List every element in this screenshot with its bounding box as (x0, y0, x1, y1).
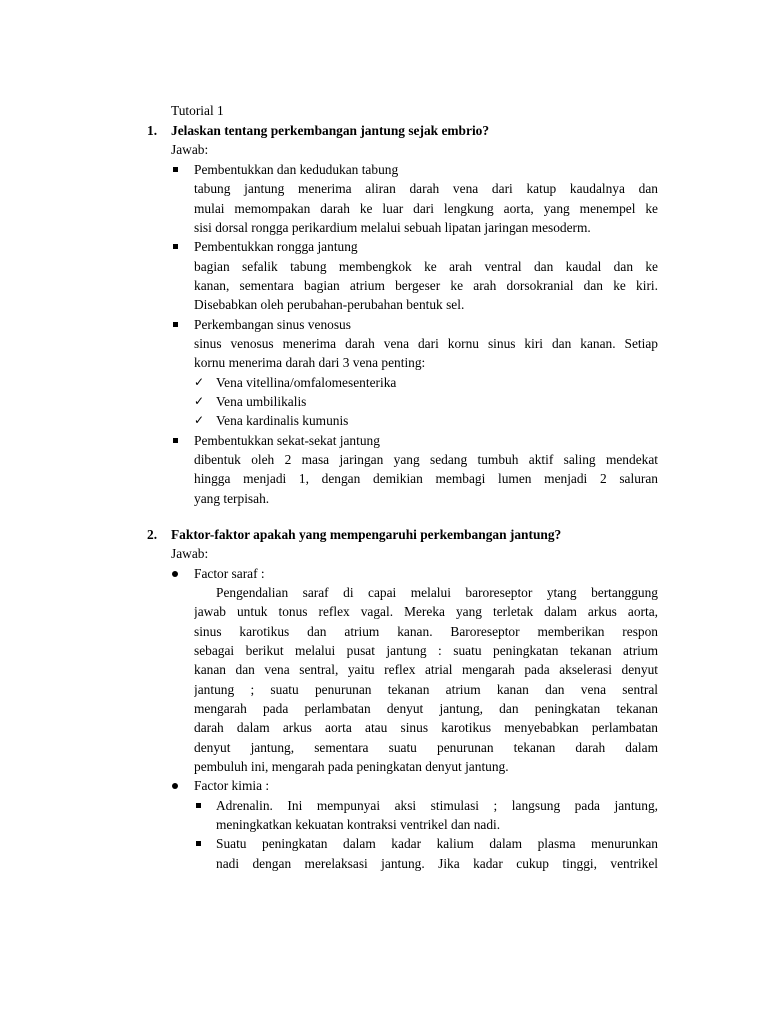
q1-answer-label: Jawab: (171, 142, 209, 157)
q2-saraf-text: pembuluh ini, mengarah pada peningkatan denyut jantung. (194, 759, 509, 774)
q2-kimia-subitem-text: Adrenalin. Ini mempunyai aksi stimulasi ; langsung pada jantung, (216, 798, 658, 813)
q1-item-text: yang terpisah. (194, 491, 270, 506)
q1-item-text: sisi dorsal rongga perikardium melalui sebuah lipatan jaringan mesoderm. (194, 220, 591, 235)
q1-item-text: mulai memompakan darah ke luar dari lengkung aorta, yang menempel ke (194, 201, 658, 216)
q1-check-item: Vena vitellina/omfalomesenterika (216, 375, 397, 390)
q1-item-heading: Pembentukkan sekat-sekat jantung (194, 433, 380, 448)
q2-number: 2. (147, 527, 158, 542)
q2-kimia-heading: Factor kimia : (194, 778, 270, 793)
q1-check-item: Vena kardinalis kumunis (216, 413, 349, 428)
doc-title: Tutorial 1 (171, 103, 224, 118)
q1-question: Jelaskan tentang perkembangan jantung sejak embrio? (171, 123, 490, 138)
q2-kimia-subitem-text: meningkatkan kekuatan kontraksi ventrikel dan nadi. (216, 817, 501, 832)
q1-item-text: tabung jantung menerima aliran darah vena dari katup kaudalnya dan (194, 181, 658, 196)
q1-item-heading: Perkembangan sinus venosus (194, 317, 351, 332)
q2-saraf-text: sebagai berikut melalui pusat jantung : suatu peningkatan tekanan atrium (194, 643, 658, 658)
q2-saraf-text: Pengendalian saraf di capai melalui baroreseptor ytang bertanggung (216, 585, 658, 600)
q1-item-text: dibentuk oleh 2 masa jaringan yang sedang tumbuh aktif saling mendekat (194, 452, 658, 467)
q2-answer-label: Jawab: (171, 546, 209, 561)
document-page: Tutorial 1 1. Jelaskan tentang perkembangan jantung sejak embrio? Jawab: Pembentukkan dan kedudukan tabung tabung jantung menerima aliran darah vena dari katup kaudalnya dan mulai memompakan darah ke luar dari lengkung aorta, yang menempel ke sisi dorsal rongga perikardium melalui sebuah lipatan jaringan mesoderm. Pembentukkan rongga jantung bagian sefalik tabung membengkok ke arah ventral dan kaudal dan ke kanan, sementara bagian atrium bergeser ke arah dorsokranial dan ke kiri. Disebabkan oleh perubahan-perubahan bentuk sel. Perkembangan sinus venosus sinus venosus menerima darah vena dari kornu sinus kiri dan kanan. Setiap kornu menerima darah dari 3 vena penting: ✓ Vena vitellina/omfalomesenterika ✓ Vena umbilikalis ✓ Vena kardinalis kumunis Pembentukkan sekat-sekat jantung dibentuk oleh 2 masa jaringan yang sedang tumbuh aktif saling mendekat hingga menjadi 1, dengan demikian membagi lumen menjadi 2 saluran yang terpisah. 2. Faktor-faktor apakah yang mempengaruhi perkembangan jantung? Jawab: Factor saraf : Pengendalian saraf di capai melalui baroreseptor ytang bertanggung jawab untuk tonus reflex vagal. Mereka yang terletak dalam arkus aorta, sinus karotikus dan atrium kanan. Baroreseptor memberikan respon sebagai berikut melalui pusat jantung : suatu peningkatan tekanan atrium kanan dan vena sentral, yaitu reflex atrial mengarah pada akselerasi denyut jantung ; suatu penurunan tekanan atrium kanan dan vena sentral mengarah pada perlambatan denyut jantung, dan peningkatan tekanan darah dalam arkus aorta atau sinus karotikus menyebabkan perlambatan denyut jantung, sementara suatu penurunan tekanan darah dalam pembuluh ini, mengarah pada peningkatan denyut jantung. Factor kimia : Adrenalin. Ini mempunyai aksi stimulasi ; langsung pada jantung, meningkatkan kekuatan kontraksi ventrikel dan nadi. Suatu peningkatan dalam kadar kalium dalam plasma menurunkan nadi dengan merelaksasi jantung. Jika kadar cukup tinggi, ventrikel (0, 0, 768, 1024)
q1-item-heading: Pembentukkan dan kedudukan tabung (194, 162, 399, 177)
q2-saraf-text: mengarah pada perlambatan denyut jantung, dan peningkatan tekanan (194, 701, 658, 716)
q2-saraf-text: denyut jantung, sementara suatu penurunan tekanan darah dalam (194, 740, 658, 755)
q1-item-heading: Pembentukkan rongga jantung (194, 239, 358, 254)
q1-item-text: sinus venosus menerima darah vena dari kornu sinus kiri dan kanan. Setiap (194, 336, 658, 351)
q2-saraf-text: darah dalam arkus aorta atau sinus karotikus menyebabkan perlambatan (194, 720, 658, 735)
q1-check-item: Vena umbilikalis (216, 394, 307, 409)
q1-item-text: hingga menjadi 1, dengan demikian membagi lumen menjadi 2 saluran (194, 471, 658, 486)
q2-saraf-text: jawab untuk tonus reflex vagal. Mereka yang terletak dalam arkus aorta, (194, 604, 658, 619)
q1-item-text: Disebabkan oleh perubahan-perubahan bentuk sel. (194, 297, 465, 312)
q1-item-text: kornu menerima darah dari 3 vena penting: (194, 355, 426, 370)
q2-kimia-subitem-text: nadi dengan merelaksasi jantung. Jika kadar cukup tinggi, ventrikel (216, 856, 658, 871)
q2-saraf-heading: Factor saraf : (194, 566, 265, 581)
q1-number: 1. (147, 123, 158, 138)
q1-item-text: bagian sefalik tabung membengkok ke arah ventral dan kaudal dan ke (194, 259, 658, 274)
q2-question: Faktor-faktor apakah yang mempengaruhi perkembangan jantung? (171, 527, 562, 542)
q2-saraf-text: sinus karotikus dan atrium kanan. Baroreseptor memberikan respon (194, 624, 658, 639)
q2-saraf-text: jantung ; suatu penurunan tekanan atrium kanan dan vena sentral (194, 682, 658, 697)
q2-saraf-text: kanan dan vena sentral, yaitu reflex atrial mengarah pada akselerasi denyut (194, 662, 658, 677)
q2-kimia-subitem-text: Suatu peningkatan dalam kadar kalium dalam plasma menurunkan (216, 836, 658, 851)
q1-item-text: kanan, sementara bagian atrium bergeser ke arah dorsokranial dan ke kiri. (194, 278, 658, 293)
